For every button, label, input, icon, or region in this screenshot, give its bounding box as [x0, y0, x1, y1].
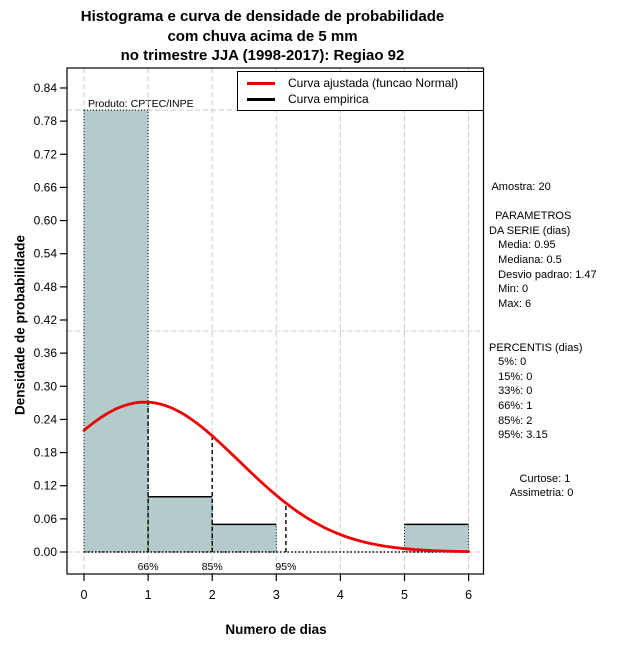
y-axis-tick-label: 0.66: [33, 180, 57, 195]
stats-line: PERCENTIS (dias): [489, 341, 583, 354]
legend-entry: [238, 75, 483, 91]
stats-line: PARAMETROS: [489, 210, 572, 223]
x-axis-tick-label: 4: [336, 588, 344, 602]
stats-line: 5%: 0: [489, 356, 527, 369]
legend-line-sample: [247, 82, 275, 85]
histogram-bar: [148, 497, 212, 552]
stats-panel: [489, 180, 597, 501]
percentile-label: 95%: [275, 561, 297, 573]
histogram-bar: [405, 524, 469, 552]
stats-line: Amostra: 20: [489, 181, 551, 193]
y-axis-tick-label: 0.06: [33, 511, 57, 526]
stats-line: Curtose: 1: [489, 472, 571, 485]
y-axis-tick-label: 0.24: [33, 412, 57, 427]
stats-line: Min: 0: [489, 283, 529, 296]
legend-label: Curva ajustada (funcao Normal): [288, 76, 459, 90]
stats-line: 95%: 3.15: [489, 429, 548, 442]
stats-line: 85%: 2: [489, 414, 533, 427]
chart-title-line-1: Histograma e curva de densidade de probabilidade: [80, 8, 445, 25]
stats-line: 66%: 1: [489, 399, 533, 412]
legend-line-sample: [247, 98, 275, 101]
chart-title-line-2: com chuva acima de 5 mm: [167, 27, 358, 45]
legend-entry: [238, 91, 483, 107]
stats-line: [489, 326, 597, 341]
stats-line: DA SERIE (dias): [489, 224, 571, 237]
y-axis-tick-label: 0.30: [33, 379, 57, 394]
y-axis-tick-label: 0.78: [33, 114, 57, 129]
stats-line: 33%: 0: [489, 385, 533, 398]
y-axis-title: Densidade de probabilidade: [12, 234, 28, 416]
y-axis-tick-label: 0.48: [33, 279, 57, 294]
stats-line: [489, 443, 597, 458]
stats-line: Assimetria: 0: [489, 487, 574, 500]
stats-line: 15%: 0: [489, 370, 533, 383]
y-axis-tick-label: 0.00: [33, 545, 57, 559]
histogram-bar: [84, 110, 148, 552]
percentile-label: 66%: [137, 561, 159, 573]
stats-line: [489, 195, 597, 210]
y-axis-tick-label: 0.54: [33, 246, 57, 261]
y-axis-tick-label: 0.42: [33, 312, 57, 327]
source-annotation: Produto: CPTEC/INPE: [88, 98, 194, 110]
stats-line: Desvio padrao: 1.47: [489, 268, 597, 281]
x-axis-tick-label: 1: [144, 588, 152, 602]
y-axis-tick-label: 0.72: [33, 147, 57, 162]
x-axis-tick-label: 5: [401, 588, 408, 602]
stats-line: [489, 311, 597, 326]
stats-line: Media: 0.95: [489, 239, 556, 252]
histogram-bar: [212, 524, 276, 552]
y-axis-tick-label: 0.18: [33, 445, 57, 460]
x-axis-tick-label: 6: [465, 588, 473, 602]
x-axis-tick-label: 3: [272, 588, 280, 602]
x-axis-tick-label: 2: [208, 588, 216, 602]
legend: [237, 71, 484, 111]
y-axis-tick-label: 0.84: [33, 80, 57, 95]
y-axis-tick-label: 0.60: [33, 213, 57, 228]
x-axis-tick-label: 0: [80, 588, 88, 602]
y-axis-tick-label: 0.36: [33, 346, 57, 361]
x-axis-title: Numero de dias: [225, 622, 327, 637]
stats-line: [489, 457, 597, 472]
y-axis-tick-label: 0.12: [33, 478, 57, 493]
legend-label: Curva empirica: [288, 92, 369, 106]
stats-line: Max: 6: [489, 297, 532, 310]
stats-line: Mediana: 0.5: [489, 253, 562, 266]
percentile-label: 85%: [201, 561, 223, 573]
chart-title-line-3: no trimestre JJA (1998-2017): Regiao 92: [120, 47, 405, 64]
